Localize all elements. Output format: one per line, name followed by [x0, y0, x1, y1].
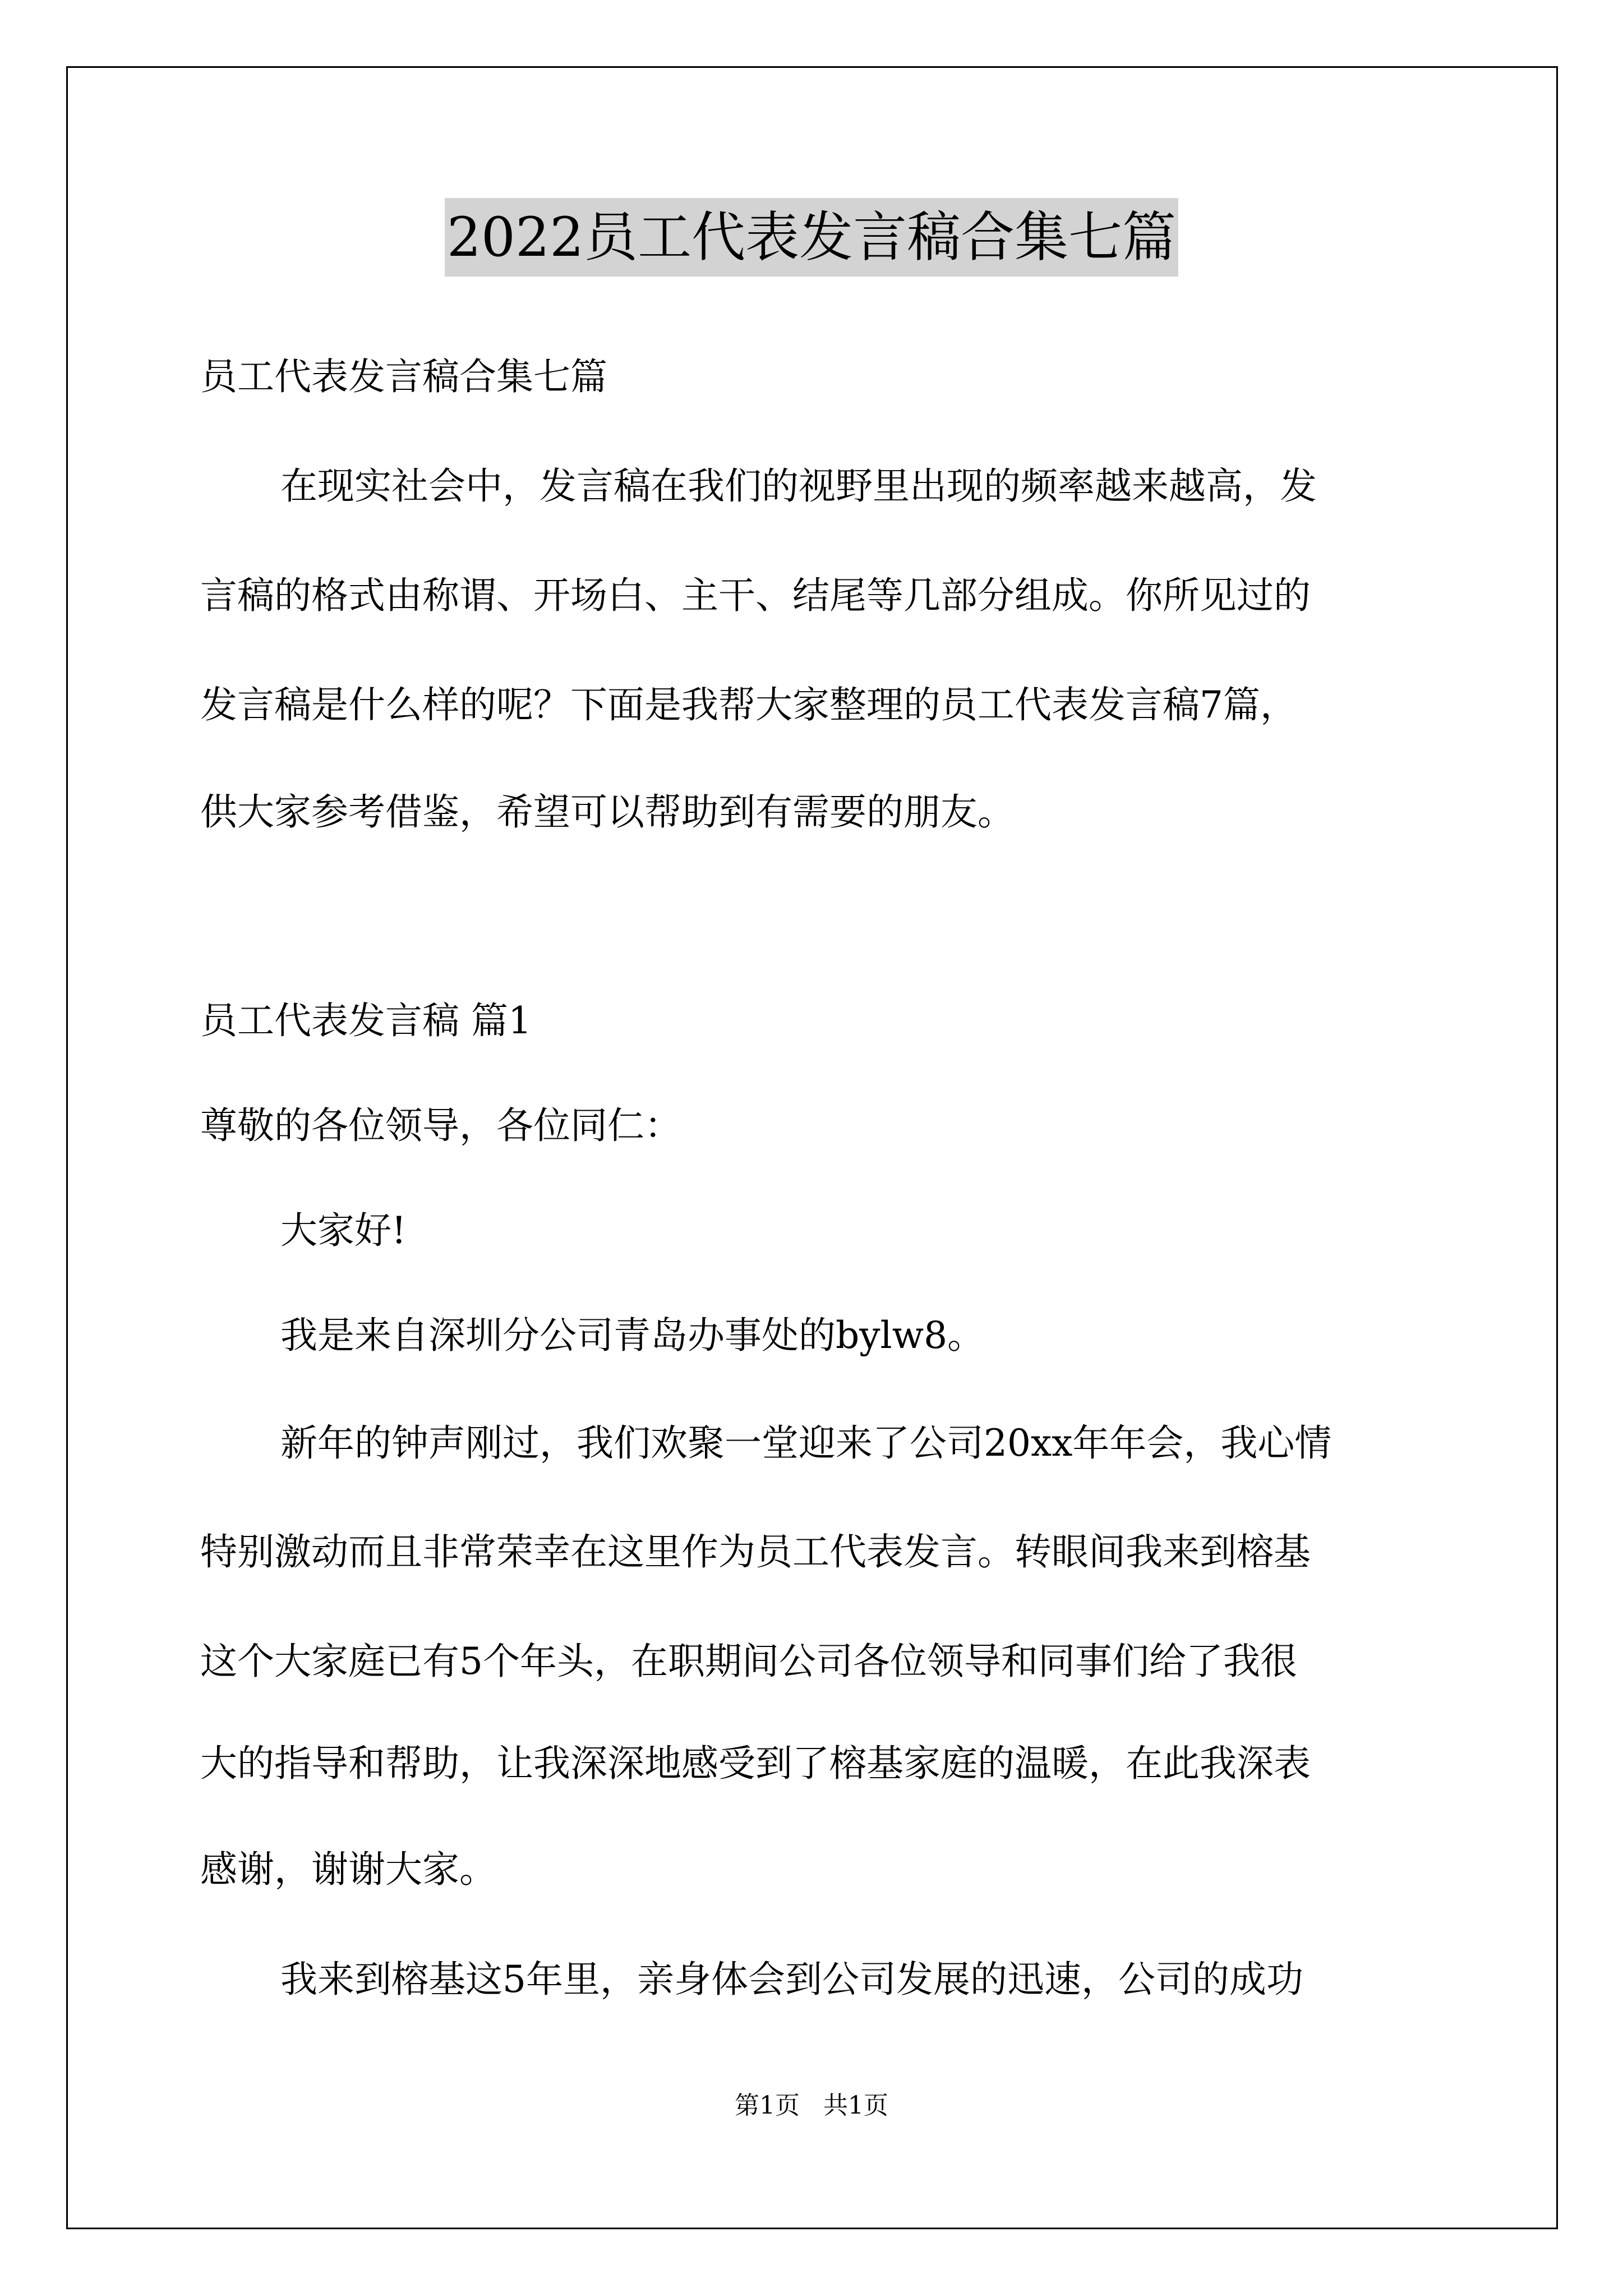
- paragraph1-line-4: 大的指导和帮助，让我深深地感受到了榕基家庭的温暖，在此我深表: [200, 1742, 1311, 1785]
- paragraph1-line-5: 感谢，谢谢大家。: [200, 1848, 496, 1891]
- intro-line-2: 言稿的格式由称谓、开场白、主干、结尾等几部分组成。你所见过的: [200, 574, 1311, 617]
- paragraph1-line-3: 这个大家庭已有5个年头，在职期间公司各位领导和同事们给了我很: [200, 1640, 1297, 1683]
- salutation: 尊敬的各位领导，各位同仁：: [200, 1104, 681, 1147]
- paragraph1-line-1: 新年的钟声刚过，我们欢聚一堂迎来了公司20xx年年会，我心情: [280, 1421, 1332, 1465]
- self-intro: 我是来自深圳分公司青岛办事处的bylw8。: [280, 1314, 985, 1357]
- paragraph2-line-1: 我来到榕基这5年里，亲身体会到公司发展的迅速，公司的成功: [280, 1958, 1303, 2001]
- page-footer: 第1页 共1页: [735, 2091, 888, 2120]
- document-title: 2022员工代表发言稿合集七篇: [445, 198, 1178, 277]
- greeting: 大家好!: [280, 1209, 407, 1252]
- section-heading: 员工代表发言稿 篇1: [200, 999, 532, 1042]
- intro-line-4: 供大家参考借鉴，希望可以帮助到有需要的朋友。: [200, 790, 1015, 834]
- intro-line-1: 在现实社会中，发言稿在我们的视野里出现的频率越来越高，发: [280, 464, 1317, 508]
- title-container: [0, 198, 1623, 277]
- intro-line-3: 发言稿是什么样的呢？下面是我帮大家整理的员工代表发言稿7篇，: [200, 683, 1297, 726]
- document-subtitle: 员工代表发言稿合集七篇: [200, 355, 607, 398]
- paragraph1-line-2: 特别激动而且非常荣幸在这里作为员工代表发言。转眼间我来到榕基: [200, 1530, 1311, 1573]
